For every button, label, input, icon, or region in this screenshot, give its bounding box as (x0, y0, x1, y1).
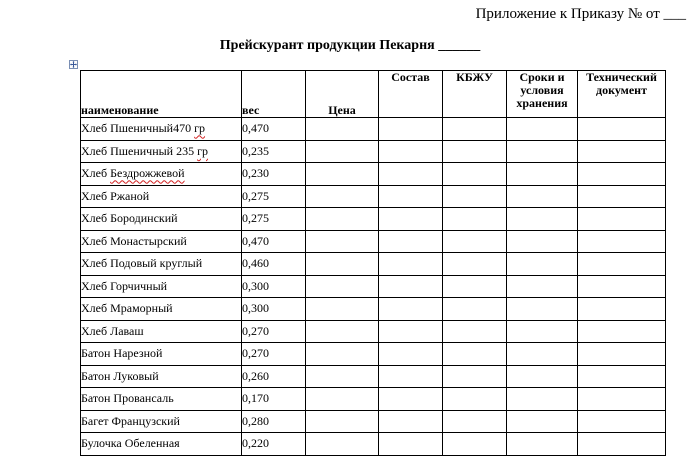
header-composition: Состав (379, 71, 443, 118)
price-cell[interactable] (306, 275, 379, 298)
storage-cell[interactable] (507, 298, 578, 321)
composition-cell[interactable] (379, 140, 443, 163)
techdoc-cell[interactable] (578, 118, 666, 141)
product-weight[interactable]: 0,460 (242, 253, 306, 276)
product-weight[interactable]: 0,280 (242, 410, 306, 433)
kbzhu-cell[interactable] (443, 140, 507, 163)
price-cell[interactable] (306, 343, 379, 366)
techdoc-cell[interactable] (578, 433, 666, 456)
composition-cell[interactable] (379, 163, 443, 186)
table-row (81, 275, 666, 298)
product-name-cell[interactable] (81, 230, 242, 253)
storage-cell[interactable] (507, 388, 578, 411)
product-name: Батон Нарезной (81, 346, 163, 361)
product-name-cell[interactable] (81, 140, 242, 163)
product-weight[interactable]: 0,235 (242, 140, 306, 163)
kbzhu-cell[interactable] (443, 275, 507, 298)
techdoc-cell[interactable] (578, 163, 666, 186)
product-name-cell[interactable] (81, 118, 242, 141)
storage-cell[interactable] (507, 410, 578, 433)
storage-cell[interactable] (507, 118, 578, 141)
storage-cell[interactable] (507, 275, 578, 298)
product-weight[interactable]: 0,275 (242, 208, 306, 231)
product-name: Хлеб Монастырский (81, 233, 187, 248)
table-row (81, 118, 666, 141)
price-cell[interactable] (306, 365, 379, 388)
storage-cell[interactable] (507, 433, 578, 456)
product-name: Булочка Обеленная (81, 436, 180, 451)
product-weight[interactable]: 0,260 (242, 365, 306, 388)
product-name-cell[interactable] (81, 298, 242, 321)
techdoc-cell[interactable] (578, 365, 666, 388)
storage-cell[interactable] (507, 320, 578, 343)
composition-cell[interactable] (379, 253, 443, 276)
product-name: Хлеб Бездрожжевой (81, 166, 185, 181)
price-cell[interactable] (306, 298, 379, 321)
storage-cell[interactable] (507, 208, 578, 231)
table-move-handle-icon[interactable] (69, 60, 78, 69)
product-name-cell[interactable] (81, 365, 242, 388)
price-cell[interactable] (306, 118, 379, 141)
price-cell[interactable] (306, 388, 379, 411)
document-title: Прейскурант продукции Пекарня ______ (219, 38, 481, 53)
header-techdoc: Технический документ (578, 71, 666, 118)
table-row (81, 388, 666, 411)
product-weight[interactable]: 0,170 (242, 388, 306, 411)
product-name-cell[interactable] (81, 253, 242, 276)
techdoc-cell[interactable] (578, 140, 666, 163)
composition-cell[interactable] (379, 433, 443, 456)
product-name: Батон Луковый (81, 368, 159, 383)
composition-cell[interactable] (379, 410, 443, 433)
composition-cell[interactable] (379, 230, 443, 253)
kbzhu-cell[interactable] (443, 388, 507, 411)
table-row (81, 343, 666, 366)
spellcheck-mark: гр (197, 143, 209, 158)
kbzhu-cell[interactable] (443, 230, 507, 253)
price-cell[interactable] (306, 433, 379, 456)
product-name: Хлеб Подовый круглый (81, 256, 203, 271)
product-name: Хлеб Бородинский (81, 211, 178, 226)
storage-cell[interactable] (507, 253, 578, 276)
product-name-cell[interactable] (81, 185, 242, 208)
product-name: Хлеб Лаваш (81, 323, 144, 338)
table-row (81, 365, 666, 388)
price-cell[interactable] (306, 230, 379, 253)
product-name-cell[interactable] (81, 410, 242, 433)
composition-cell[interactable] (379, 298, 443, 321)
table-row (81, 298, 666, 321)
storage-cell[interactable] (507, 230, 578, 253)
product-weight[interactable]: 0,275 (242, 185, 306, 208)
techdoc-cell[interactable] (578, 343, 666, 366)
price-cell[interactable] (306, 208, 379, 231)
kbzhu-cell[interactable] (443, 298, 507, 321)
product-weight[interactable]: 0,220 (242, 433, 306, 456)
storage-cell[interactable] (507, 343, 578, 366)
appendix-note: Приложение к Приказу № от ___ (475, 6, 686, 22)
product-weight[interactable]: 0,270 (242, 343, 306, 366)
table-row (81, 433, 666, 456)
price-cell[interactable] (306, 163, 379, 186)
product-weight[interactable]: 0,470 (242, 118, 306, 141)
kbzhu-cell[interactable] (443, 208, 507, 231)
composition-cell[interactable] (379, 388, 443, 411)
storage-cell[interactable] (507, 163, 578, 186)
table-row (81, 320, 666, 343)
kbzhu-cell[interactable] (443, 343, 507, 366)
product-weight[interactable]: 0,300 (242, 298, 306, 321)
storage-cell[interactable] (507, 185, 578, 208)
product-name-cell[interactable] (81, 388, 242, 411)
techdoc-cell[interactable] (578, 320, 666, 343)
kbzhu-cell[interactable] (443, 185, 507, 208)
table-row (81, 140, 666, 163)
storage-cell[interactable] (507, 365, 578, 388)
composition-cell[interactable] (379, 118, 443, 141)
product-name: Батон Провансаль (81, 391, 174, 406)
product-name: Хлеб Пшеничный470 гр (81, 121, 206, 136)
product-weight[interactable]: 0,470 (242, 230, 306, 253)
kbzhu-cell[interactable] (443, 365, 507, 388)
header-storage: Сроки и условия хранения (507, 71, 578, 118)
header-price: Цена (306, 71, 379, 118)
table-row (81, 185, 666, 208)
techdoc-cell[interactable] (578, 253, 666, 276)
spellcheck-mark: гр (194, 121, 206, 136)
composition-cell[interactable] (379, 320, 443, 343)
table-row (81, 208, 666, 231)
price-cell[interactable] (306, 320, 379, 343)
composition-cell[interactable] (379, 208, 443, 231)
table-row (81, 253, 666, 276)
price-cell[interactable] (306, 410, 379, 433)
techdoc-cell[interactable] (578, 275, 666, 298)
composition-cell[interactable] (379, 275, 443, 298)
table-row (81, 163, 666, 186)
techdoc-cell[interactable] (578, 208, 666, 231)
product-name-cell[interactable] (81, 163, 242, 186)
product-name-cell[interactable] (81, 433, 242, 456)
table-row (81, 230, 666, 253)
price-cell[interactable] (306, 253, 379, 276)
kbzhu-cell[interactable] (443, 163, 507, 186)
table-row (81, 410, 666, 433)
storage-cell[interactable] (507, 140, 578, 163)
price-cell[interactable] (306, 185, 379, 208)
spellcheck-mark: Бездрожжевой (110, 166, 185, 181)
techdoc-cell[interactable] (578, 388, 666, 411)
kbzhu-cell[interactable] (443, 410, 507, 433)
price-table (80, 70, 666, 456)
product-weight[interactable]: 0,270 (242, 320, 306, 343)
table-header-row (81, 71, 666, 118)
composition-cell[interactable] (379, 365, 443, 388)
product-name: Хлеб Мраморный (81, 301, 173, 316)
techdoc-cell[interactable] (578, 185, 666, 208)
kbzhu-cell[interactable] (443, 320, 507, 343)
techdoc-cell[interactable] (578, 298, 666, 321)
product-weight[interactable]: 0,230 (242, 163, 306, 186)
product-name: Багет Французский (81, 413, 180, 428)
product-name-cell[interactable] (81, 275, 242, 298)
price-cell[interactable] (306, 140, 379, 163)
composition-cell[interactable] (379, 185, 443, 208)
composition-cell[interactable] (379, 343, 443, 366)
header-kbzhu: КБЖУ (443, 71, 507, 118)
product-name: Хлеб Ржаной (81, 188, 150, 203)
product-name: Хлеб Пшеничный 235 гр (81, 143, 209, 158)
kbzhu-cell[interactable] (443, 433, 507, 456)
product-name-cell[interactable] (81, 343, 242, 366)
product-name-cell[interactable] (81, 208, 242, 231)
techdoc-cell[interactable] (578, 230, 666, 253)
kbzhu-cell[interactable] (443, 253, 507, 276)
product-name: Хлеб Горчичный (81, 278, 168, 293)
header-weight: вес (242, 71, 306, 118)
product-weight[interactable]: 0,300 (242, 275, 306, 298)
header-name: наименование (81, 71, 242, 118)
kbzhu-cell[interactable] (443, 118, 507, 141)
product-name-cell[interactable] (81, 320, 242, 343)
techdoc-cell[interactable] (578, 410, 666, 433)
